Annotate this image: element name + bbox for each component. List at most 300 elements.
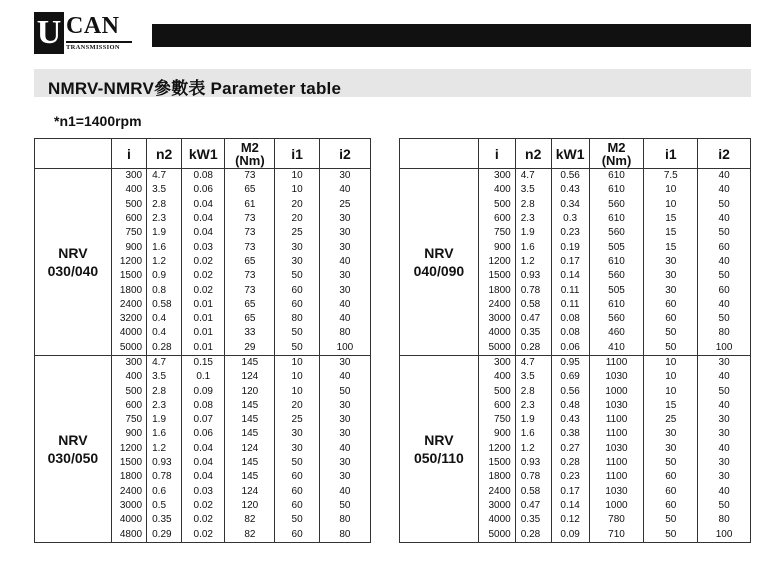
- cell-i2: 30: [319, 212, 370, 226]
- cell-i1: 15: [644, 212, 698, 226]
- cell-n2: 1.9: [147, 226, 182, 240]
- cell-m2: 82: [225, 513, 275, 527]
- cell-i2: 30: [319, 240, 370, 254]
- cell-i2: 100: [319, 341, 370, 356]
- cell-i1: 60: [644, 298, 698, 312]
- cell-i: 500: [111, 198, 146, 212]
- cell-kw1: 0.04: [182, 226, 225, 240]
- cell-m2: 1100: [589, 470, 644, 484]
- cell-kw1: 0.09: [182, 384, 225, 398]
- cell-i1: 50: [644, 456, 698, 470]
- cell-n2: 1.6: [515, 427, 551, 441]
- cell-m2: 65: [225, 255, 275, 269]
- cell-i: 1800: [111, 470, 146, 484]
- cell-kw1: 0.01: [182, 326, 225, 340]
- model-series: NRV: [424, 244, 454, 261]
- cell-n2: 0.78: [515, 470, 551, 484]
- cell-i: 1800: [478, 283, 515, 297]
- cell-i1: 10: [275, 169, 319, 184]
- cell-n2: 4.7: [147, 169, 182, 184]
- cell-kw1: 0.95: [551, 355, 589, 370]
- cell-kw1: 0.1: [182, 370, 225, 384]
- cell-i1: 25: [644, 413, 698, 427]
- cell-kw1: 0.34: [551, 198, 589, 212]
- header-bar: [152, 24, 751, 47]
- cell-i: 1500: [111, 269, 146, 283]
- header-model-blank: [35, 139, 112, 169]
- header-n2: n2: [147, 139, 182, 169]
- cell-i: 400: [478, 370, 515, 384]
- cell-n2: 0.8: [147, 283, 182, 297]
- cell-i2: 30: [319, 427, 370, 441]
- cell-i2: 100: [698, 341, 751, 356]
- cell-i2: 50: [698, 312, 751, 326]
- cell-kw1: 0.08: [182, 169, 225, 184]
- cell-kw1: 0.09: [551, 527, 589, 542]
- logo-word: CAN: [66, 13, 120, 39]
- cell-m2: 73: [225, 169, 275, 184]
- cell-i1: 10: [275, 384, 319, 398]
- header-n2: n2: [515, 139, 551, 169]
- cell-i: 2400: [478, 298, 515, 312]
- header-i: i: [111, 139, 146, 169]
- header-i1: i1: [275, 139, 319, 169]
- cell-i2: 60: [698, 283, 751, 297]
- cell-i2: 80: [319, 527, 370, 542]
- header-m2-label: M2: [240, 139, 259, 155]
- ucan-logo: [34, 12, 132, 54]
- logo-tagline: TRANSMISSION: [66, 44, 120, 51]
- cell-n2: 0.35: [515, 326, 551, 340]
- cell-i: 300: [478, 355, 515, 370]
- cell-i1: 30: [644, 427, 698, 441]
- cell-n2: 1.9: [515, 226, 551, 240]
- cell-i: 4000: [478, 326, 515, 340]
- cell-n2: 0.47: [515, 499, 551, 513]
- cell-i1: 30: [275, 240, 319, 254]
- cell-i: 1200: [111, 442, 146, 456]
- cell-i2: 50: [698, 226, 751, 240]
- cell-i1: 50: [644, 326, 698, 340]
- cell-m2: 560: [589, 198, 644, 212]
- cell-m2: 145: [225, 427, 275, 441]
- cell-kw1: 0.17: [551, 255, 589, 269]
- cell-m2: 1100: [589, 413, 644, 427]
- cell-m2: 73: [225, 283, 275, 297]
- cell-m2: 610: [589, 298, 644, 312]
- cell-kw1: 0.43: [551, 413, 589, 427]
- header-model-blank: [400, 139, 479, 169]
- cell-i2: 30: [319, 413, 370, 427]
- header-i: i: [478, 139, 515, 169]
- cell-i: 300: [478, 169, 515, 184]
- header-m2-unit: (Nm): [601, 152, 632, 168]
- cell-i2: 40: [698, 212, 751, 226]
- cell-m2: 460: [589, 326, 644, 340]
- cell-i1: 20: [275, 399, 319, 413]
- cell-i: 5000: [111, 341, 146, 356]
- cell-i: 4000: [111, 513, 146, 527]
- cell-kw1: 0.04: [182, 470, 225, 484]
- cell-m2: 1100: [589, 456, 644, 470]
- cell-i2: 80: [319, 326, 370, 340]
- cell-i2: 60: [698, 240, 751, 254]
- cell-kw1: 0.3: [551, 212, 589, 226]
- cell-i1: 60: [644, 485, 698, 499]
- cell-m2: 29: [225, 341, 275, 356]
- model-size: 040/090: [413, 262, 465, 279]
- cell-kw1: 0.04: [182, 198, 225, 212]
- cell-n2: 1.9: [147, 413, 182, 427]
- cell-kw1: 0.02: [182, 527, 225, 542]
- table-row: [400, 355, 751, 370]
- table-row: [400, 169, 751, 184]
- cell-i1: 15: [644, 399, 698, 413]
- cell-n2: 1.6: [147, 240, 182, 254]
- table-row: [35, 169, 371, 184]
- cell-n2: 3.5: [147, 183, 182, 197]
- cell-n2: 1.9: [515, 413, 551, 427]
- cell-n2: 1.2: [147, 442, 182, 456]
- cell-kw1: 0.56: [551, 384, 589, 398]
- cell-kw1: 0.07: [182, 413, 225, 427]
- cell-i1: 50: [275, 456, 319, 470]
- cell-n2: 3.5: [147, 370, 182, 384]
- cell-m2: 120: [225, 384, 275, 398]
- cell-i: 500: [478, 384, 515, 398]
- cell-i1: 60: [275, 283, 319, 297]
- cell-m2: 1000: [589, 499, 644, 513]
- cell-kw1: 0.11: [551, 298, 589, 312]
- cell-n2: 0.47: [515, 312, 551, 326]
- cell-i1: 60: [275, 499, 319, 513]
- cell-kw1: 0.23: [551, 226, 589, 240]
- parameter-table-right: [399, 138, 751, 543]
- cell-kw1: 0.23: [551, 470, 589, 484]
- cell-n2: 0.93: [515, 456, 551, 470]
- cell-i2: 30: [698, 470, 751, 484]
- cell-kw1: 0.01: [182, 312, 225, 326]
- header-m2: [589, 139, 644, 169]
- cell-n2: 1.2: [515, 442, 551, 456]
- header-row: [400, 139, 751, 169]
- cell-kw1: 0.19: [551, 240, 589, 254]
- cell-i: 900: [111, 427, 146, 441]
- cell-i: 600: [111, 212, 146, 226]
- header-m2-unit: (Nm): [235, 152, 265, 168]
- cell-i: 400: [111, 183, 146, 197]
- cell-kw1: 0.14: [551, 269, 589, 283]
- cell-i2: 30: [698, 355, 751, 370]
- cell-i2: 40: [319, 485, 370, 499]
- cell-kw1: 0.01: [182, 298, 225, 312]
- cell-i1: 80: [275, 312, 319, 326]
- cell-i1: 60: [644, 499, 698, 513]
- cell-kw1: 0.14: [551, 499, 589, 513]
- header-kw1: kW1: [182, 139, 225, 169]
- cell-i1: 60: [644, 470, 698, 484]
- cell-n2: 0.35: [515, 513, 551, 527]
- cell-n2: 4.7: [515, 355, 551, 370]
- cell-i2: 40: [319, 183, 370, 197]
- cell-n2: 2.3: [147, 212, 182, 226]
- cell-m2: 1100: [589, 355, 644, 370]
- cell-kw1: 0.04: [182, 212, 225, 226]
- cell-i: 750: [478, 226, 515, 240]
- cell-n2: 0.28: [515, 527, 551, 542]
- cell-i1: 10: [644, 355, 698, 370]
- cell-kw1: 0.56: [551, 169, 589, 184]
- cell-m2: 73: [225, 212, 275, 226]
- cell-n2: 0.5: [147, 499, 182, 513]
- cell-i1: 20: [275, 198, 319, 212]
- cell-i: 900: [478, 240, 515, 254]
- cell-i1: 50: [275, 326, 319, 340]
- model-size: 050/110: [413, 449, 464, 466]
- cell-i2: 30: [319, 226, 370, 240]
- cell-i2: 30: [319, 399, 370, 413]
- cell-m2: 1030: [589, 370, 644, 384]
- cell-i1: 60: [275, 527, 319, 542]
- cell-n2: 2.3: [515, 399, 551, 413]
- cell-i: 1200: [478, 255, 515, 269]
- cell-i2: 30: [698, 456, 751, 470]
- cell-i2: 40: [698, 255, 751, 269]
- cell-kw1: 0.06: [551, 341, 589, 356]
- cell-i2: 40: [698, 399, 751, 413]
- cell-m2: 82: [225, 527, 275, 542]
- cell-i1: 10: [644, 370, 698, 384]
- cell-i: 3000: [478, 499, 515, 513]
- cell-n2: 0.28: [515, 341, 551, 356]
- cell-kw1: 0.03: [182, 240, 225, 254]
- cell-i: 600: [478, 212, 515, 226]
- cell-n2: 4.7: [515, 169, 551, 184]
- cell-n2: 2.3: [515, 212, 551, 226]
- cell-kw1: 0.06: [182, 183, 225, 197]
- cell-kw1: 0.28: [551, 456, 589, 470]
- cell-i: 1800: [478, 470, 515, 484]
- cell-n2: 0.6: [147, 485, 182, 499]
- model-series: NRV: [424, 431, 454, 448]
- cell-m2: 33: [225, 326, 275, 340]
- cell-i1: 60: [275, 298, 319, 312]
- cell-m2: 65: [225, 298, 275, 312]
- model-series: NRV: [58, 244, 88, 261]
- model-size: 030/040: [47, 262, 99, 279]
- cell-i1: 50: [275, 269, 319, 283]
- cell-i: 900: [478, 427, 515, 441]
- cell-i1: 30: [275, 255, 319, 269]
- cell-i: 1200: [478, 442, 515, 456]
- cell-i: 750: [111, 226, 146, 240]
- model-size: 030/050: [47, 449, 99, 466]
- model-label: [35, 169, 112, 356]
- cell-i: 400: [478, 183, 515, 197]
- cell-i: 1500: [478, 269, 515, 283]
- cell-n2: 0.28: [147, 341, 182, 356]
- cell-i2: 30: [319, 456, 370, 470]
- cell-m2: 780: [589, 513, 644, 527]
- cell-n2: 0.58: [515, 485, 551, 499]
- cell-i: 4800: [111, 527, 146, 542]
- cell-i1: 50: [644, 527, 698, 542]
- cell-i1: 60: [275, 470, 319, 484]
- cell-kw1: 0.03: [182, 485, 225, 499]
- cell-i2: 80: [698, 513, 751, 527]
- cell-m2: 145: [225, 399, 275, 413]
- header-kw1: kW1: [551, 139, 589, 169]
- cell-i2: 30: [319, 269, 370, 283]
- cell-i2: 80: [698, 326, 751, 340]
- cell-kw1: 0.38: [551, 427, 589, 441]
- cell-m2: 61: [225, 198, 275, 212]
- cell-n2: 0.35: [147, 513, 182, 527]
- cell-i1: 10: [644, 384, 698, 398]
- cell-m2: 1030: [589, 485, 644, 499]
- page-title: NMRV-NMRV參數表 Parameter table: [48, 79, 342, 98]
- cell-i2: 50: [698, 269, 751, 283]
- cell-i2: 50: [698, 499, 751, 513]
- cell-m2: 560: [589, 312, 644, 326]
- cell-m2: 124: [225, 485, 275, 499]
- cell-i2: 40: [698, 370, 751, 384]
- cell-i: 2400: [478, 485, 515, 499]
- cell-kw1: 0.15: [182, 355, 225, 370]
- cell-i1: 25: [275, 226, 319, 240]
- cell-n2: 0.4: [147, 312, 182, 326]
- cell-i: 4000: [478, 513, 515, 527]
- cell-i: 300: [111, 169, 146, 184]
- cell-n2: 1.6: [515, 240, 551, 254]
- cell-kw1: 0.48: [551, 399, 589, 413]
- parameter-table-left: [34, 138, 371, 543]
- cell-i: 5000: [478, 527, 515, 542]
- cell-kw1: 0.17: [551, 485, 589, 499]
- cell-kw1: 0.02: [182, 269, 225, 283]
- cell-i1: 30: [644, 255, 698, 269]
- cell-kw1: 0.08: [551, 312, 589, 326]
- cell-i: 750: [111, 413, 146, 427]
- cell-n2: 0.58: [147, 298, 182, 312]
- cell-m2: 610: [589, 169, 644, 184]
- cell-kw1: 0.11: [551, 283, 589, 297]
- cell-n2: 2.8: [147, 198, 182, 212]
- header-row: [35, 139, 371, 169]
- cell-i2: 30: [319, 283, 370, 297]
- cell-i: 3200: [111, 312, 146, 326]
- cell-m2: 73: [225, 240, 275, 254]
- cell-i2: 30: [698, 413, 751, 427]
- cell-n2: 3.5: [515, 183, 551, 197]
- cell-m2: 73: [225, 269, 275, 283]
- cell-n2: 2.8: [515, 384, 551, 398]
- model-label: [400, 169, 479, 356]
- cell-i: 500: [111, 384, 146, 398]
- header-m2-label: M2: [607, 139, 626, 155]
- cell-kw1: 0.69: [551, 370, 589, 384]
- cell-i2: 40: [698, 485, 751, 499]
- cell-m2: 145: [225, 355, 275, 370]
- cell-i2: 30: [319, 470, 370, 484]
- cell-i2: 40: [319, 442, 370, 456]
- cell-n2: 2.8: [515, 198, 551, 212]
- cell-i2: 80: [319, 513, 370, 527]
- cell-n2: 2.3: [147, 399, 182, 413]
- cell-n2: 2.8: [147, 384, 182, 398]
- cell-m2: 610: [589, 255, 644, 269]
- cell-i: 750: [478, 413, 515, 427]
- cell-i: 1800: [111, 283, 146, 297]
- cell-i1: 10: [275, 183, 319, 197]
- cell-i: 2400: [111, 298, 146, 312]
- cell-i2: 30: [319, 355, 370, 370]
- header-i1: i1: [644, 139, 698, 169]
- cell-kw1: 0.08: [182, 399, 225, 413]
- cell-m2: 145: [225, 456, 275, 470]
- input-speed-note: *n1=1400rpm: [54, 113, 142, 129]
- cell-i2: 40: [698, 298, 751, 312]
- cell-i: 1500: [478, 456, 515, 470]
- logo-letter-u: U: [34, 12, 64, 54]
- cell-n2: 0.93: [515, 269, 551, 283]
- cell-kw1: 0.01: [182, 341, 225, 356]
- cell-i1: 25: [275, 413, 319, 427]
- cell-i1: 30: [275, 442, 319, 456]
- cell-i2: 100: [698, 527, 751, 542]
- cell-i1: 15: [644, 226, 698, 240]
- cell-i: 5000: [478, 341, 515, 356]
- cell-n2: 1.2: [515, 255, 551, 269]
- cell-i1: 50: [644, 341, 698, 356]
- cell-m2: 65: [225, 183, 275, 197]
- cell-i2: 30: [319, 169, 370, 184]
- cell-kw1: 0.04: [182, 442, 225, 456]
- cell-kw1: 0.02: [182, 499, 225, 513]
- cell-i1: 15: [644, 240, 698, 254]
- cell-m2: 1030: [589, 442, 644, 456]
- cell-n2: 1.2: [147, 255, 182, 269]
- cell-i1: 30: [644, 269, 698, 283]
- cell-i2: 40: [319, 298, 370, 312]
- cell-i2: 50: [698, 384, 751, 398]
- cell-i1: 60: [644, 312, 698, 326]
- cell-m2: 1100: [589, 427, 644, 441]
- model-series: NRV: [58, 431, 88, 448]
- cell-i1: 7.5: [644, 169, 698, 184]
- cell-n2: 0.93: [147, 456, 182, 470]
- cell-i2: 30: [698, 427, 751, 441]
- cell-n2: 0.78: [515, 283, 551, 297]
- cell-n2: 0.58: [515, 298, 551, 312]
- cell-m2: 610: [589, 183, 644, 197]
- cell-i: 600: [111, 399, 146, 413]
- cell-i: 900: [111, 240, 146, 254]
- cell-m2: 1030: [589, 399, 644, 413]
- cell-i1: 10: [275, 370, 319, 384]
- title-band: [34, 69, 751, 97]
- cell-i2: 40: [319, 370, 370, 384]
- cell-i2: 40: [698, 442, 751, 456]
- cell-n2: 4.7: [147, 355, 182, 370]
- cell-n2: 1.6: [147, 427, 182, 441]
- cell-n2: 0.78: [147, 470, 182, 484]
- model-label: [35, 355, 112, 542]
- cell-kw1: 0.02: [182, 283, 225, 297]
- cell-kw1: 0.02: [182, 255, 225, 269]
- cell-i1: 30: [644, 283, 698, 297]
- cell-m2: 145: [225, 413, 275, 427]
